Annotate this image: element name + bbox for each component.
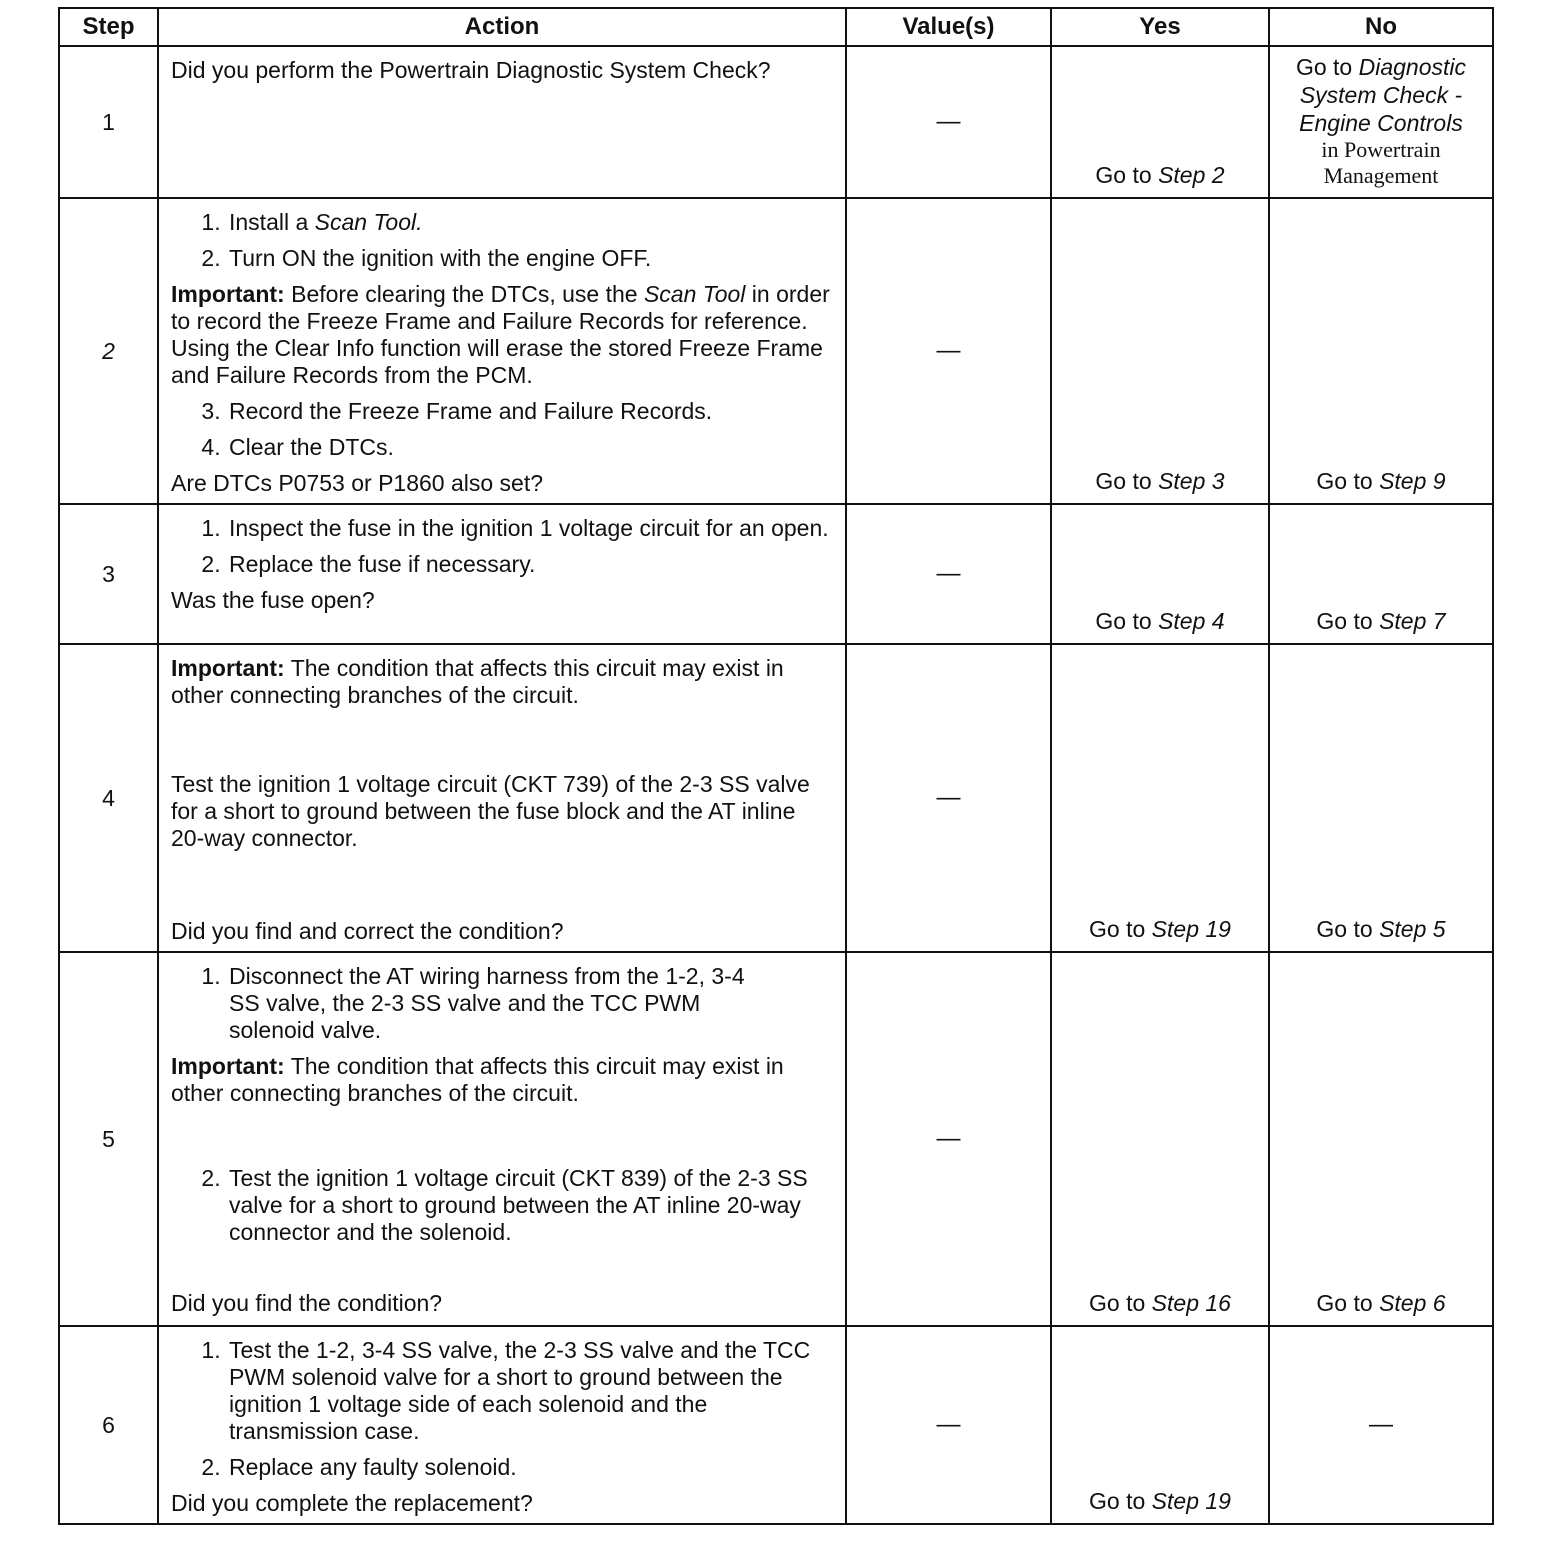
action-item: 1. Inspect the fuse in the ignition 1 voltage circuit for an open. — [227, 515, 835, 542]
yes-cell — [1051, 46, 1269, 198]
action-cell — [158, 644, 846, 952]
no-link-diagnostic[interactable]: Diagnostic — [1358, 54, 1467, 80]
action-question: Was the fuse open? — [171, 587, 375, 613]
important-note: Important: The condition that affects this circuit may exist in other connecting branches of the circuit. — [171, 655, 784, 708]
action-list — [171, 515, 835, 578]
go-to-label: Go to — [1316, 916, 1373, 942]
value-cell: — — [846, 952, 1051, 1326]
go-to-label: Go to — [1095, 162, 1152, 188]
action-question: Did you perform the Powertrain Diagnostic System Check? — [171, 57, 771, 83]
header-row — [59, 8, 1493, 46]
go-to-label: Go to — [1316, 468, 1373, 494]
yes-cell — [1051, 198, 1269, 504]
no-tail-management: Management — [1323, 163, 1439, 188]
action-question: Are DTCs P0753 or P1860 also set? — [171, 470, 544, 496]
action-cell — [158, 504, 846, 644]
step-number: 6 — [59, 1326, 158, 1524]
no-step-link[interactable]: Step 9 — [1379, 468, 1446, 494]
action-list — [171, 1165, 835, 1246]
go-to-label: Go to — [1095, 468, 1152, 494]
header-step: Step — [59, 8, 158, 46]
table-row — [59, 504, 1493, 644]
yes-cell — [1051, 504, 1269, 644]
action-list — [171, 398, 835, 461]
action-question: Did you find the condition? — [171, 1290, 443, 1316]
go-to-label: Go to — [1089, 916, 1146, 942]
no-step-link[interactable]: Step 6 — [1379, 1290, 1446, 1316]
important-note: Important: The condition that affects this circuit may exist in other connecting branches of the circuit. — [171, 1053, 784, 1106]
action-item: 3. Record the Freeze Frame and Failure Records. — [227, 398, 835, 425]
action-list — [171, 963, 835, 1044]
header-no: No — [1269, 8, 1493, 46]
no-cell — [1269, 46, 1493, 198]
step-number: 5 — [59, 952, 158, 1326]
action-list — [171, 1337, 835, 1481]
action-question: Did you find and correct the condition? — [171, 918, 564, 944]
yes-step-link[interactable]: Step 3 — [1158, 468, 1225, 494]
diagnostic-table — [58, 7, 1494, 1525]
important-label: Important: — [171, 281, 285, 307]
value-cell: — — [846, 504, 1051, 644]
step-number: 2 — [59, 198, 158, 504]
action-item: 1. Disconnect the AT wiring harness from the 1-2, 3-4 SS valve, the 2-3 SS valve and the TCC PWM solenoid valve. — [227, 963, 835, 1044]
go-to-label: Go to — [1316, 608, 1373, 634]
important-note: Important: Before clearing the DTCs, use the Scan Tool in order to record the Freeze Frame and Failure Records for reference. Using the Clear Info function will erase the stored Freeze Frame and Failure Records from the PCM. — [171, 281, 830, 388]
test-instruction: Test the ignition 1 voltage circuit (CKT 739) of the 2-3 SS valve for a short to ground between the fuse block and the AT inline 20-way connector. — [171, 771, 810, 851]
value-cell: — — [846, 198, 1051, 504]
no-link-system-check[interactable]: System Check - — [1299, 82, 1463, 108]
action-question: Did you complete the replacement? — [171, 1490, 533, 1516]
value-cell: — — [846, 1326, 1051, 1524]
value-cell: — — [846, 46, 1051, 198]
step-number: 1 — [59, 46, 158, 198]
table-row — [59, 644, 1493, 952]
table-row — [59, 198, 1493, 504]
yes-step-link[interactable]: Step 16 — [1151, 1290, 1231, 1316]
no-link-engine-controls[interactable]: Engine Controls — [1299, 110, 1463, 136]
action-item: 2. Test the ignition 1 voltage circuit (CKT 839) of the 2-3 SS valve for a short to ground between the AT inline 20-way connector and the solenoid. — [227, 1165, 835, 1246]
action-list — [171, 209, 835, 272]
table-row — [59, 46, 1493, 198]
action-cell — [158, 952, 846, 1326]
no-cell: — — [1269, 1326, 1493, 1524]
step-number: 4 — [59, 644, 158, 952]
no-tail-powertrain: in Powertrain — [1321, 137, 1441, 162]
value-cell: — — [846, 644, 1051, 952]
action-cell — [158, 198, 846, 504]
go-to-label: Go to — [1089, 1488, 1146, 1514]
table-row — [59, 1326, 1493, 1524]
table-row — [59, 952, 1493, 1326]
important-label: Important: — [171, 1053, 285, 1079]
yes-step-link[interactable]: Step 4 — [1158, 608, 1225, 634]
yes-step-link[interactable]: Step 2 — [1158, 162, 1225, 188]
yes-step-link[interactable]: Step 19 — [1151, 1488, 1231, 1514]
no-cell — [1269, 952, 1493, 1326]
action-item: 2. Turn ON the ignition with the engine OFF. — [227, 245, 835, 272]
go-to-label: Go to — [1295, 54, 1353, 80]
no-cell — [1269, 644, 1493, 952]
no-cell — [1269, 198, 1493, 504]
go-to-label: Go to — [1316, 1290, 1373, 1316]
action-cell — [158, 46, 846, 198]
step-number: 3 — [59, 504, 158, 644]
go-to-label: Go to — [1089, 1290, 1146, 1316]
action-item: 2. Replace any faulty solenoid. — [227, 1454, 835, 1481]
header-action: Action — [158, 8, 846, 46]
action-cell — [158, 1326, 846, 1524]
action-item: 2. Replace the fuse if necessary. — [227, 551, 835, 578]
header-values: Value(s) — [846, 8, 1051, 46]
no-cell — [1269, 504, 1493, 644]
action-item: 4. Clear the DTCs. — [227, 434, 835, 461]
go-to-label: Go to — [1095, 608, 1152, 634]
no-step-link[interactable]: Step 5 — [1379, 916, 1446, 942]
yes-cell — [1051, 1326, 1269, 1524]
yes-cell — [1051, 644, 1269, 952]
action-item: 1. Install a Scan Tool. — [227, 209, 835, 236]
yes-cell — [1051, 952, 1269, 1326]
important-label: Important: — [171, 655, 285, 681]
no-step-link[interactable]: Step 7 — [1379, 608, 1446, 634]
yes-step-link[interactable]: Step 19 — [1151, 916, 1231, 942]
action-item: 1. Test the 1-2, 3-4 SS valve, the 2-3 SS valve and the TCC PWM solenoid valve for a short to ground between the ignition 1 voltage side of each solenoid and the transmission case. — [227, 1337, 835, 1445]
header-yes: Yes — [1051, 8, 1269, 46]
